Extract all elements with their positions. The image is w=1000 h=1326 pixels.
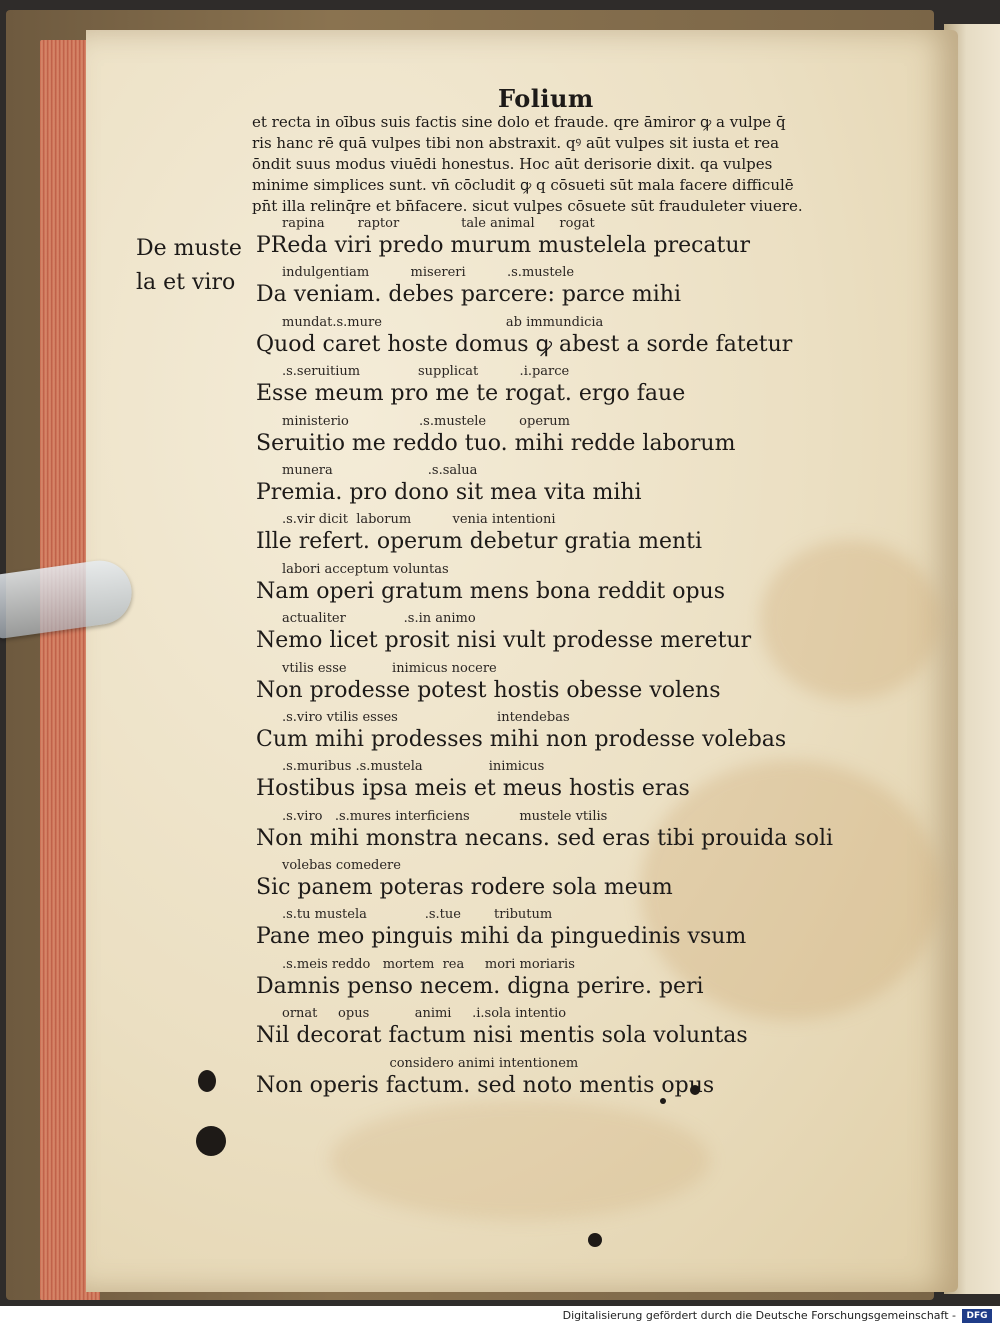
- verse-item: [256, 264, 833, 313]
- interlinear-gloss: .s.tu mustela .s.tue tributum: [282, 907, 553, 923]
- ink-blot: [588, 1233, 602, 1247]
- verse-item: [256, 314, 833, 363]
- prose-line: pn̄t illa relinq̄re et bn̄facere. sicut vulpes cōsuete sūt frauduleter viuere.: [252, 197, 803, 215]
- verse-line: Nil decorat factum nisi mentis sola voluntas: [256, 1023, 748, 1049]
- verse-item: [256, 857, 833, 906]
- water-stain: [330, 1100, 710, 1220]
- dfg-logo: DFG: [962, 1309, 992, 1323]
- verse-line: Nam operi gratum mens bona reddit opus: [256, 578, 725, 604]
- verse-line: Ille refert. operum debetur gratia menti: [256, 529, 703, 555]
- interlinear-gloss: volebas comedere: [282, 858, 401, 874]
- prose-line: ōndit suus modus viuēdi honestus. Hoc aūt derisorie dixit. qa vulpes: [252, 155, 773, 173]
- folio-heading: Folium: [498, 84, 594, 113]
- verse-item: [256, 462, 833, 511]
- interlinear-gloss: .s.meis reddo mortem rea mori moriaris: [282, 956, 575, 972]
- interlinear-gloss: indulgentiam misereri .s.mustele: [282, 265, 575, 281]
- verse-item: [256, 808, 833, 857]
- interlinear-gloss: vtilis esse inimicus nocere: [282, 660, 497, 676]
- margin-note-line: De muste: [136, 236, 242, 261]
- verse-line: Sic panem poteras rodere sola meum: [256, 875, 673, 901]
- verse-list: [256, 215, 833, 1104]
- verse-item: [256, 215, 833, 264]
- verse-line: PReda viri predo murum mustelela precatur: [256, 233, 751, 258]
- verse-item: [256, 363, 833, 412]
- verse-item: [256, 610, 833, 659]
- verse-line: Nemo licet prosit nisi vult prodesse meretur: [256, 628, 752, 654]
- interlinear-gloss: ministerio .s.mustele operum: [282, 413, 570, 429]
- prose-line: ris hanc rē quā vulpes tibi non abstraxit. qꝰ aūt vulpes sit iusta et rea: [252, 134, 780, 152]
- verse-item: [256, 561, 833, 610]
- prose-line: minime simplices sunt. vn̄ cōcludit ꝙ q cōsueti sūt mala facere difficulē: [252, 176, 794, 194]
- verse-line: Non operis factum. sed noto mentis opus: [256, 1072, 715, 1098]
- verse-line: Premia. pro dono sit mea vita mihi: [256, 479, 642, 505]
- interlinear-gloss: .s.muribus .s.mustela inimicus: [282, 759, 545, 775]
- verse-line: Hostibus ipsa meis et meus hostis eras: [256, 776, 690, 802]
- interlinear-gloss: .s.viro vtilis esses intendebas: [282, 709, 570, 725]
- interlinear-gloss: .s.vir dicit laborum venia intentioni: [282, 512, 556, 528]
- verse-line: Damnis penso necem. digna perire. peri: [256, 973, 704, 999]
- verse-item: [256, 956, 833, 1005]
- verse-line: Quod caret hoste domus ꝙ abest a sorde fatetur: [256, 331, 793, 357]
- interlinear-gloss: munera .s.salua: [282, 462, 478, 478]
- verse-line: Da veniam. debes parcere: parce mihi: [256, 282, 682, 308]
- prose-line: et recta in oībus suis factis sine dolo et fraude. qre āmiror ꝙ a vulpe q̄: [252, 113, 786, 131]
- verse-line: Non mihi monstra necans. sed eras tibi prouida soli: [256, 825, 834, 851]
- verse-line: Pane meo pinguis mihi da pinguedinis vsum: [256, 924, 747, 950]
- interlinear-gloss: considero animi intentionem: [282, 1055, 579, 1071]
- commentary-prose: [252, 112, 862, 217]
- verse-item: [256, 1055, 833, 1104]
- verse-item: [256, 660, 833, 709]
- interlinear-gloss: actualiter .s.in animo: [282, 611, 476, 627]
- interlinear-gloss: .s.viro .s.mures interficiens mustele vtilis: [282, 808, 608, 824]
- verse-line: Esse meum pro me te rogat. ergo faue: [256, 381, 686, 407]
- margin-note-line: la et viro: [136, 270, 236, 295]
- verse-item: [256, 906, 833, 955]
- verse-item: [256, 413, 833, 462]
- interlinear-gloss: mundat.s.mure ab immundicia: [282, 314, 604, 330]
- footer-bar: [0, 1306, 1000, 1326]
- ink-blot: [196, 1126, 226, 1156]
- interlinear-gloss: .s.seruitium supplicat .i.parce: [282, 364, 570, 380]
- verse-item: [256, 709, 833, 758]
- verse-item: [256, 758, 833, 807]
- margin-note: [136, 232, 242, 300]
- ink-blot: [198, 1070, 216, 1092]
- verse-line: Seruitio me reddo tuo. mihi redde laborum: [256, 430, 736, 456]
- verse-line: Cum mihi prodesses mihi non prodesse volebas: [256, 726, 787, 752]
- interlinear-gloss: ornat opus animi .i.sola intentio: [282, 1006, 567, 1022]
- verse-line: Non prodesse potest hostis obesse volens: [256, 677, 721, 703]
- interlinear-gloss: rapina raptor tale animal rogat: [282, 216, 595, 231]
- verse-item: [256, 511, 833, 560]
- interlinear-gloss: labori acceptum voluntas: [282, 561, 449, 577]
- funding-credit: Digitalisierung gefördert durch die Deutsche Forschungsgemeinschaft -: [562, 1309, 956, 1322]
- verse-item: [256, 1005, 833, 1054]
